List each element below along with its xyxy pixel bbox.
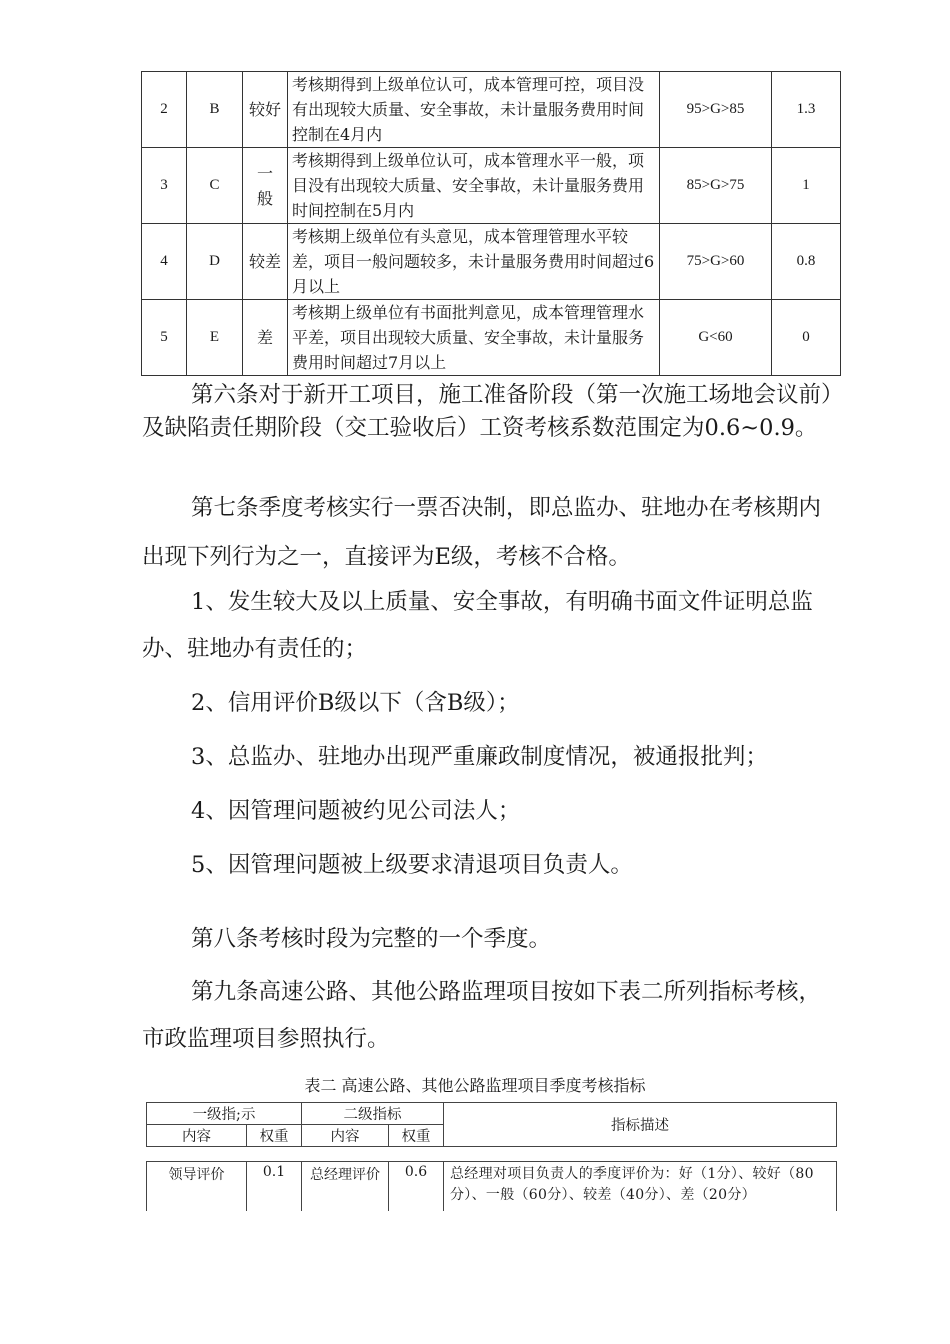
header-description: 指标描述: [444, 1103, 837, 1147]
coefficient: 1: [772, 148, 841, 224]
table-caption: 表二 高速公路、其他公路监理项目季度考核指标: [304, 1076, 646, 1095]
grade-description: 考核期上级单位有书面批判意见，成本管理管理水平差，项目出现较大质量、安全事故，未计量服务费用时间超过7月以上: [288, 300, 660, 376]
list-item: 3、总监办、驻地办出现严重廉政制度情况，被通报批判；: [191, 744, 768, 770]
indicator-weight: 0.6: [389, 1162, 444, 1212]
table-row: [147, 1162, 837, 1212]
grade-level: 较好: [243, 72, 288, 148]
grade-letter: C: [187, 148, 243, 224]
header-content: 内容: [147, 1125, 247, 1147]
table-row: [142, 300, 841, 376]
grade-letter: E: [187, 300, 243, 376]
grade-description: 考核期上级单位有头意见，成本管理管理水平较差，项目一般问题较多，未计量服务费用时间超过6月以上: [288, 224, 660, 300]
score-range: G<60: [660, 300, 772, 376]
row-number: 5: [142, 300, 187, 376]
table-row: [142, 148, 841, 224]
coefficient: 1.3: [772, 72, 841, 148]
header-level1: 一级指;示: [147, 1103, 302, 1125]
list-item: 1、发生较大及以上质量、安全事故，有明确书面文件证明总监办、驻地办有责任的；: [142, 589, 813, 662]
indicator-content: 领导评价: [147, 1162, 247, 1212]
grade-description: 考核期得到上级单位认可，成本管理水平一般，项目没有出现较大质量、安全事故，未计量服务费用时间控制在5月内: [288, 148, 660, 224]
coefficient: 0: [772, 300, 841, 376]
indicator-table-header: [146, 1102, 837, 1147]
indicator-description: 总经理对项目负责人的季度评价为：好（1分）、较好（80分）、一般（60分）、较差（40分）、差（20分）: [444, 1162, 837, 1212]
table-row: [142, 72, 841, 148]
list-item: 5、因管理问题被上级要求清退项目负责人。: [191, 852, 633, 878]
header-weight: 权重: [247, 1125, 302, 1147]
score-range: 85>G>75: [660, 148, 772, 224]
article-9: 第九条高速公路、其他公路监理项目按如下表二所列指标考核，市政监理项目参照执行。: [142, 979, 822, 1052]
grade-level: 一般: [243, 148, 288, 224]
header-level2: 二级指标: [302, 1103, 444, 1125]
grade-level: 较差: [243, 224, 288, 300]
score-range: 75>G>60: [660, 224, 772, 300]
article-6: 第六条对于新开工项目，施工准备阶段（第一次施工场地会议前）及缺陷责任期阶段（交工验收后）工资考核系数范围定为0.6~0.9。: [142, 382, 833, 441]
grade-table: [141, 71, 841, 376]
grade-letter: B: [187, 72, 243, 148]
list-item: 2、信用评价B级以下（含B级）；: [191, 690, 520, 716]
indicator-weight: 0.1: [247, 1162, 302, 1212]
row-number: 4: [142, 224, 187, 300]
score-range: 95>G>85: [660, 72, 772, 148]
grade-letter: D: [187, 224, 243, 300]
header-content: 内容: [302, 1125, 389, 1147]
grade-level: 差: [243, 300, 288, 376]
row-number: 3: [142, 148, 187, 224]
header-weight: 权重: [389, 1125, 444, 1147]
grade-description: 考核期得到上级单位认可，成本管理可控，项目没有出现较大质量、安全事故，未计量服务费用时间控制在4月内: [288, 72, 660, 148]
indicator-content: 总经理评价: [302, 1162, 389, 1212]
indicator-table-body-clip: [146, 1161, 838, 1211]
article-8: 第八条考核时段为完整的一个季度。: [191, 926, 552, 952]
article-7: 第七条季度考核实行一票否决制，即总监办、驻地办在考核期内出现下列行为之一，直接评为E级，考核不合格。: [142, 495, 822, 570]
list-item: 4、因管理问题被约见公司法人；: [191, 798, 521, 824]
table-row: [142, 224, 841, 300]
indicator-table-body: [146, 1161, 837, 1211]
coefficient: 0.8: [772, 224, 841, 300]
row-number: 2: [142, 72, 187, 148]
